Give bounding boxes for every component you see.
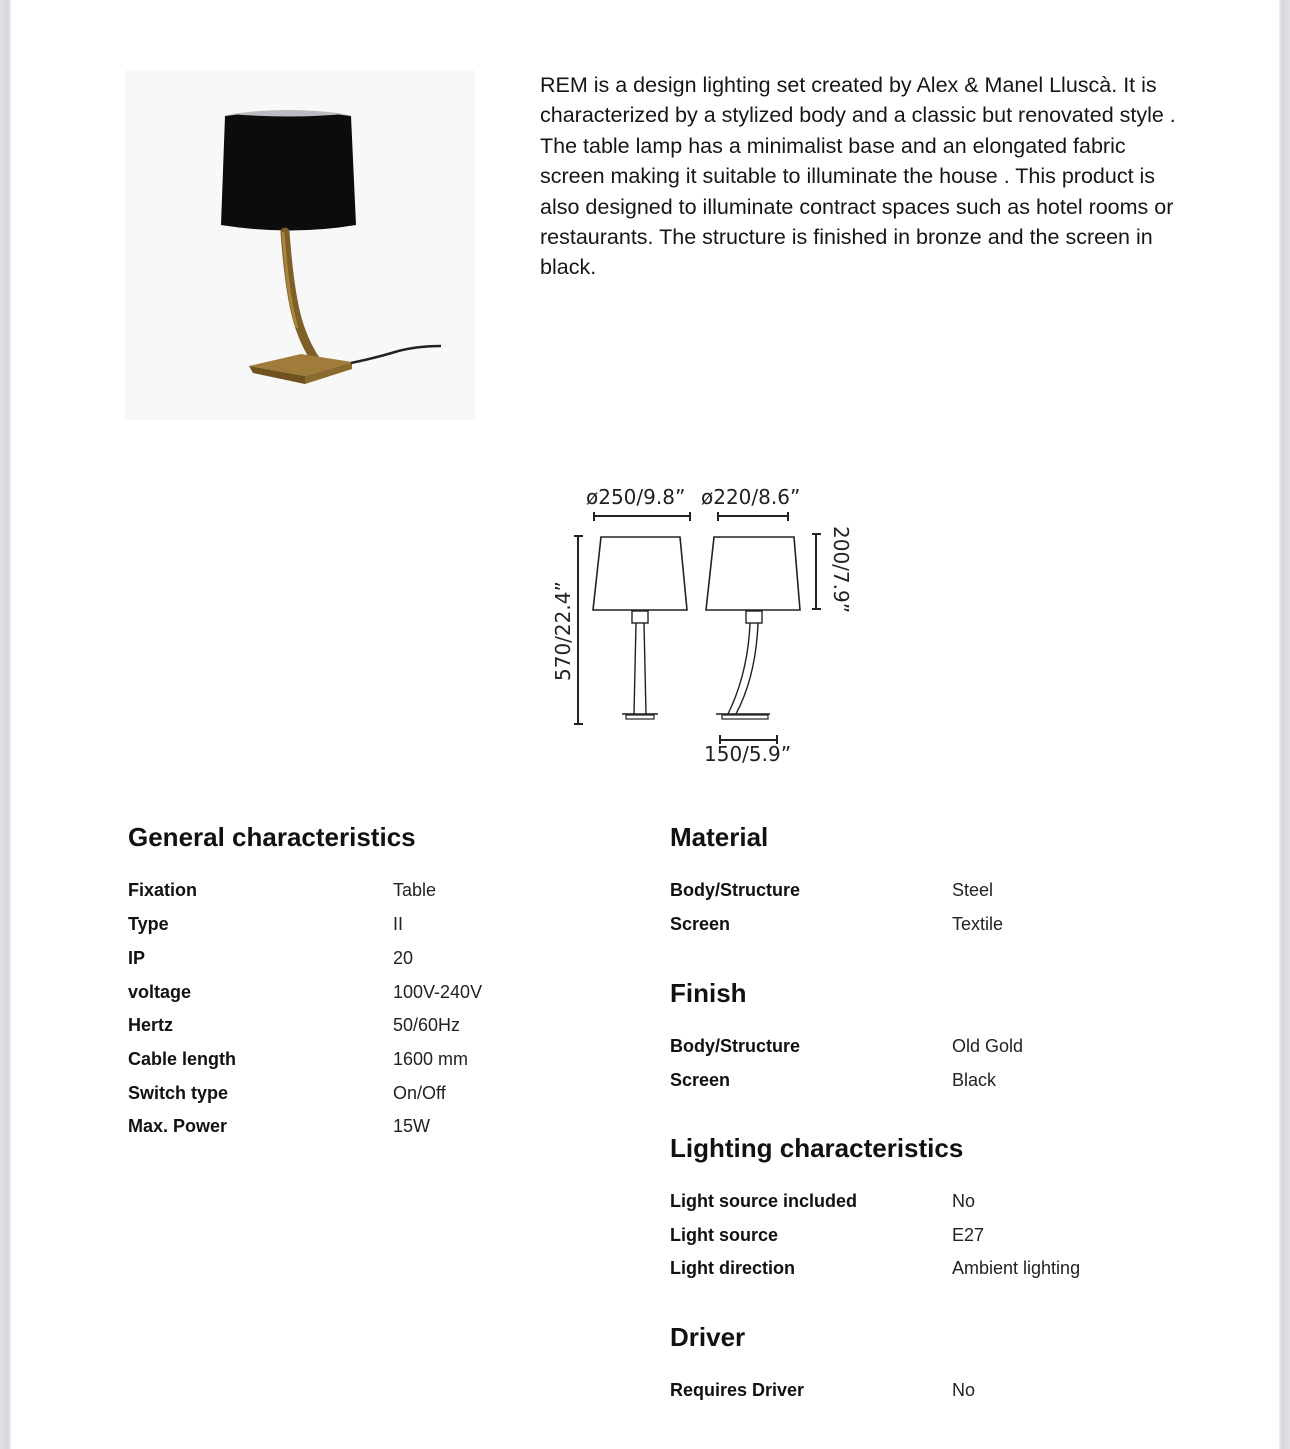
product-photo bbox=[125, 70, 475, 420]
spec-label: Switch type bbox=[128, 1083, 229, 1103]
spec-value: No bbox=[952, 1191, 976, 1211]
spec-value: Textile bbox=[952, 914, 1004, 934]
spec-value: 1600 mm bbox=[393, 1049, 469, 1069]
spec-label: Screen bbox=[670, 1070, 731, 1090]
spec-value: Steel bbox=[952, 880, 994, 900]
spec-value: On/Off bbox=[393, 1083, 446, 1103]
spec-label: Max. Power bbox=[128, 1116, 228, 1136]
spec-label: Screen bbox=[670, 914, 731, 934]
dim-base-width: 150/5.9” bbox=[704, 742, 792, 766]
spec-label: Body/Structure bbox=[670, 1036, 801, 1056]
dim-shade-diameter-b: ø220/8.6” bbox=[701, 485, 801, 509]
general-characteristics-title: General characteristics bbox=[128, 822, 416, 852]
spec-value: Old Gold bbox=[952, 1036, 1024, 1056]
dimension-drawing bbox=[540, 478, 860, 778]
spec-value: 100V-240V bbox=[393, 982, 483, 1002]
spec-label: Fixation bbox=[128, 880, 198, 900]
finish-title: Finish bbox=[670, 978, 747, 1008]
spec-label: Body/Structure bbox=[670, 880, 801, 900]
spec-label: Light source bbox=[670, 1225, 779, 1245]
spec-value: Black bbox=[952, 1070, 997, 1090]
spec-value: E27 bbox=[952, 1225, 985, 1245]
table-lamp-image bbox=[125, 70, 475, 420]
spec-value: Table bbox=[393, 880, 437, 900]
dim-shade-height: 200/7.9” bbox=[829, 526, 853, 614]
spec-value: Ambient lighting bbox=[952, 1258, 1081, 1278]
driver-title: Driver bbox=[670, 1322, 746, 1352]
spec-value: 15W bbox=[393, 1116, 431, 1136]
page-edge-right bbox=[1279, 0, 1290, 1449]
spec-label: Requires Driver bbox=[670, 1380, 805, 1400]
spec-label: Cable length bbox=[128, 1049, 237, 1069]
spec-label: IP bbox=[128, 948, 146, 968]
spec-label: Type bbox=[128, 914, 169, 934]
spec-label: voltage bbox=[128, 982, 192, 1002]
dim-shade-diameter-a: ø250/9.8” bbox=[586, 485, 686, 509]
spec-value: 20 bbox=[393, 948, 414, 968]
spec-label: Hertz bbox=[128, 1015, 174, 1035]
page-edge-left bbox=[0, 0, 11, 1449]
product-description: REM is a design lighting set created by Alex & Manel Lluscà. It is characterized by a stylized body and a classic but renovated style . The table lamp has a minimalist base and an elongated fabric screen making it suitable to illuminate the house . This product is also designed to illuminate contract spaces such as hotel rooms or restaurants. The structure is finished in bronze and the screen in black. bbox=[540, 73, 1176, 280]
material-title: Material bbox=[670, 822, 769, 852]
spec-value: 50/60Hz bbox=[393, 1015, 461, 1035]
spec-value: II bbox=[393, 914, 404, 934]
dim-total-height: 570/22.4” bbox=[551, 581, 575, 681]
spec-label: Light source included bbox=[670, 1191, 858, 1211]
spec-value: No bbox=[952, 1380, 976, 1400]
spec-label: Light direction bbox=[670, 1258, 795, 1278]
lighting-characteristics-title: Lighting characteristics bbox=[670, 1133, 964, 1163]
